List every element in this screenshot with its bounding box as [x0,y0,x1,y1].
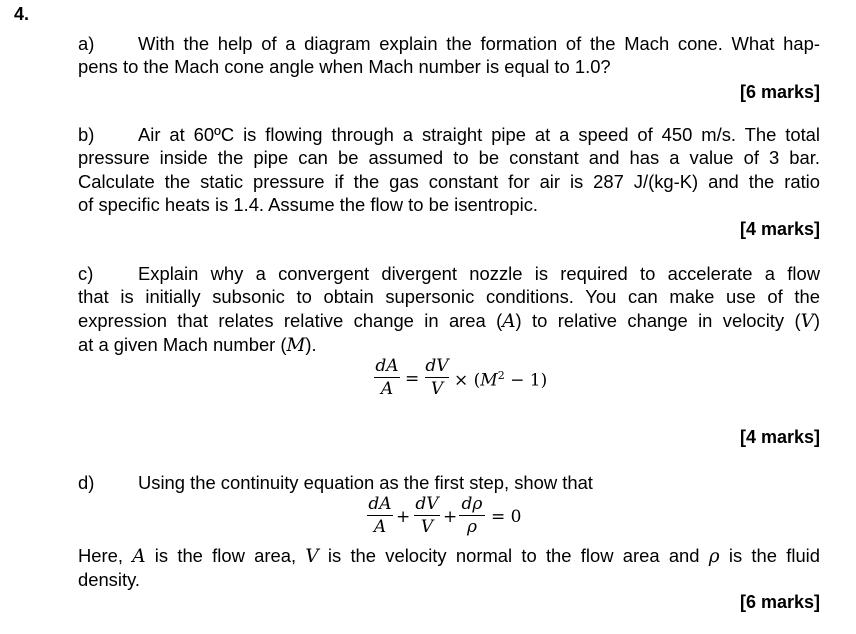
part-d-marks: [6 marks] [739,592,820,612]
part-d-label: d) [78,472,95,493]
part-c-line2: that is initially subsonic to obtain supersonic conditions. You can make use of the [78,286,820,308]
part-c-marks: [4 marks] [739,427,820,447]
fraction-drho-over-rho: dρ ρ [459,494,485,537]
part-d-line3: density. [78,569,141,591]
part-b [78,123,820,216]
part-d [78,471,820,494]
part-a-marks: [6 marks] [739,82,820,102]
part-a [78,32,820,79]
fraction-dV-over-V: dV V [425,356,449,399]
part-a-line2: pens to the Mach cone angle when Mach number is equal to 1.0? [78,56,611,78]
part-b-marks: [4 marks] [739,219,820,239]
question-number: 4. [14,4,30,24]
fraction-dA-over-A-d: dA A [368,494,392,537]
part-a-label: a) [78,33,95,54]
fraction-dV-over-V-d: dV V [415,494,439,537]
equation-rhs: × $(M^2 - 1)$ [454,369,548,391]
part-c-label: c) [78,263,94,284]
part-b-line1: Air at 60ºC is flowing through a straight pipe at a speed of 450 m/s. The total [138,124,820,145]
part-c [78,262,820,357]
part-d-text [78,544,820,592]
part-a-line1: With the help of a diagram explain the formation of the Mach cone. What hap- [138,33,820,54]
part-c-line1: Explain why a convergent divergent nozzle is required to accelerate a flow [138,263,820,284]
part-b-line4: of specific heats is 1.4. Assume the flow to be isentropic. [78,193,538,215]
part-c-line3: expression that relates relative change in area (A) to relative change in velocity (V) [78,309,821,332]
part-d-line1: Using the continuity equation as the first step, show that [138,472,593,493]
part-d-line2: Here, A is the flow area, V is the velocity normal to the flow area and ρ is the fluid [78,545,820,567]
part-b-label: b) [78,124,95,145]
part-c-line4: at a given Mach number (M). [78,333,317,356]
part-b-line3: Calculate the static pressure if the gas constant for air is 287 J/(kg-K) and the ratio [78,170,820,192]
part-b-line2: pressure inside the pipe can be assumed to be constant and has a value of 3 bar. [78,147,820,169]
fraction-dA-over-A: dA A [375,356,399,399]
